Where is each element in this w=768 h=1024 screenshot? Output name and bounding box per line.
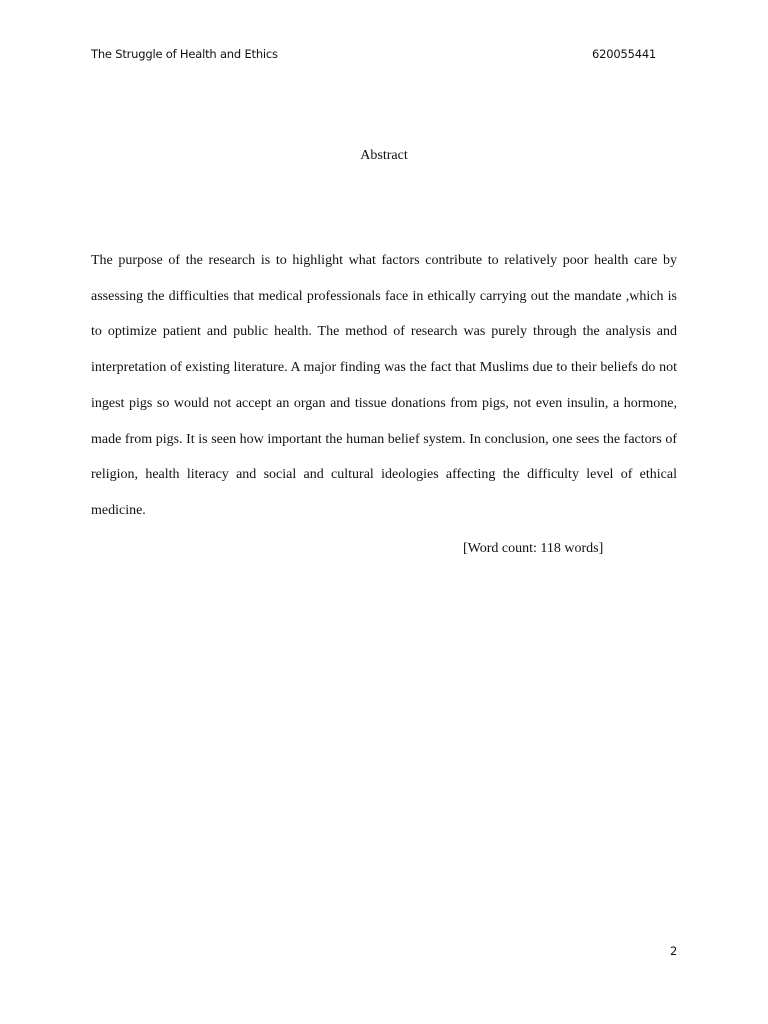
word-count: [Word count: 118 words] — [463, 541, 604, 556]
abstract-body: The purpose of the research is to highlight what factors contribute to relatively poor health care by assessing the difficulties that medical professionals face in ethically carrying out the mandate ,which is to optimize patient and public health. The method of research was purely through the analysis and interpretation of existing literature. A major finding was the fact that Muslims due to their beliefs do not ingest pigs so would not accept an organ and tissue donations from pigs, not even insulin, a hormone, made from pigs. It is seen how important the human belief system. In conclusion, one sees the factors of religion, health literacy and social and cultural ideologies affecting the difficulty level of ethical medicine. — [91, 253, 677, 518]
abstract-heading: Abstract — [360, 148, 408, 163]
student-id: 620055441 — [592, 47, 657, 61]
page-number: 2 — [670, 944, 678, 958]
running-head: The Struggle of Health and Ethics — [91, 47, 278, 61]
